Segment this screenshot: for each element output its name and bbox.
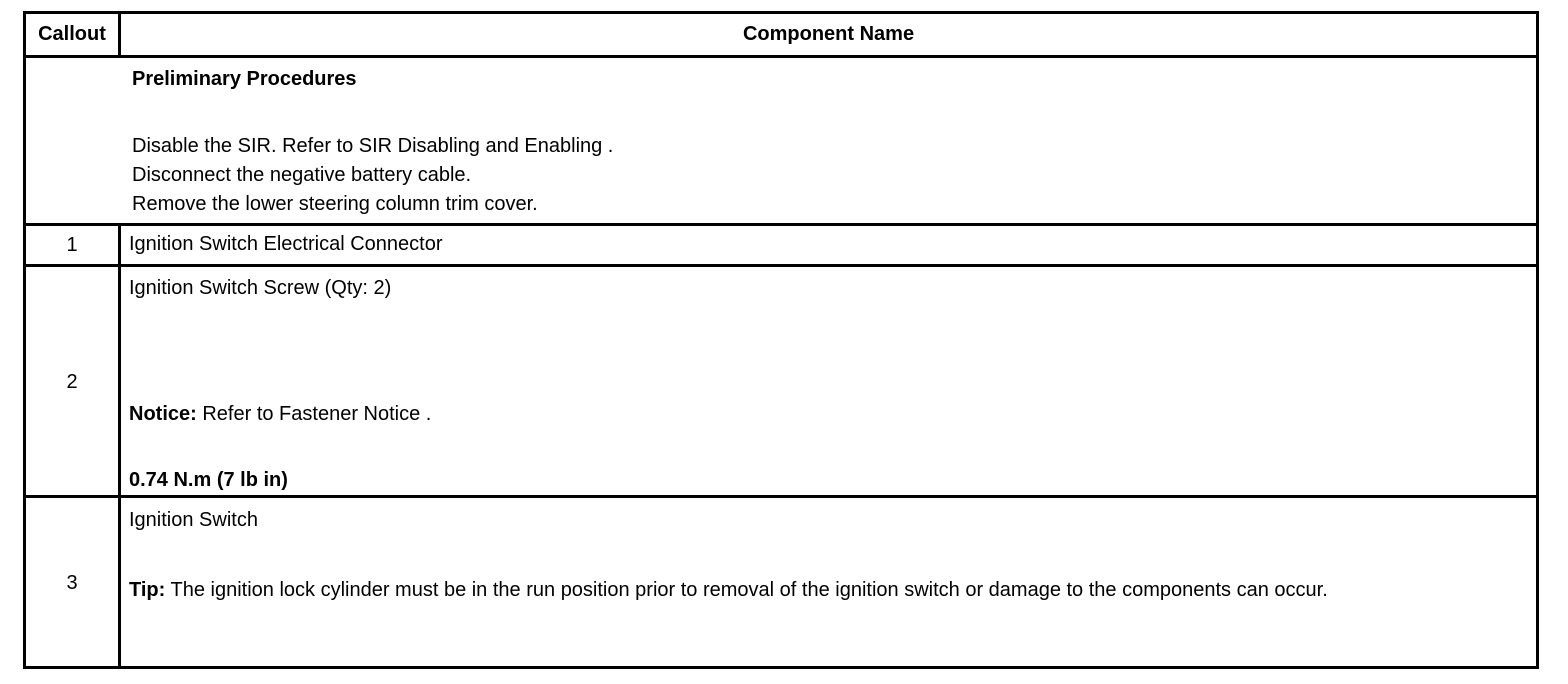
tip-text: [129, 576, 1516, 604]
notice-text: [129, 402, 431, 426]
preliminary-row: [26, 55, 1536, 223]
header-component-name: Component Name: [742, 23, 915, 45]
callout-number: 1: [26, 226, 121, 264]
header-callout: Callout: [26, 14, 121, 55]
torque-spec: 0.74 N.m (7 lb in): [129, 469, 288, 491]
preliminary-step: Disable the SIR. Refer to SIR Disabling and Enabling .: [132, 135, 614, 157]
preliminary-step: Remove the lower steering column trim cover.: [132, 193, 538, 215]
component-name-cell: [121, 267, 1536, 498]
component-name: Ignition Switch Electrical Connector: [129, 233, 443, 255]
table-header-row: [26, 14, 1536, 55]
callout-number: 2: [26, 267, 121, 498]
callout-number: 3: [26, 498, 121, 669]
notice-label: Notice:: [129, 403, 197, 425]
component-name: Ignition Switch: [129, 509, 258, 531]
preliminary-callout-cell: [26, 58, 121, 223]
preliminary-title: Preliminary Procedures: [132, 68, 357, 90]
notice-body: Refer to Fastener Notice .: [196, 403, 432, 425]
component-name: Ignition Switch Screw (Qty: 2): [129, 277, 392, 299]
component-table: [23, 11, 1539, 669]
table-row: [26, 264, 1536, 498]
preliminary-cell: [124, 58, 1536, 223]
preliminary-step: Disconnect the negative battery cable.: [132, 164, 472, 186]
tip-label: Tip:: [129, 579, 166, 601]
table-row: [26, 223, 1536, 264]
table-row: [26, 495, 1536, 669]
component-name-cell: [121, 498, 1536, 669]
component-name-cell: [121, 226, 1536, 264]
tip-body: The ignition lock cylinder must be in the run position prior to removal of the ignition switch or damage to the components can occur.: [165, 579, 1328, 601]
